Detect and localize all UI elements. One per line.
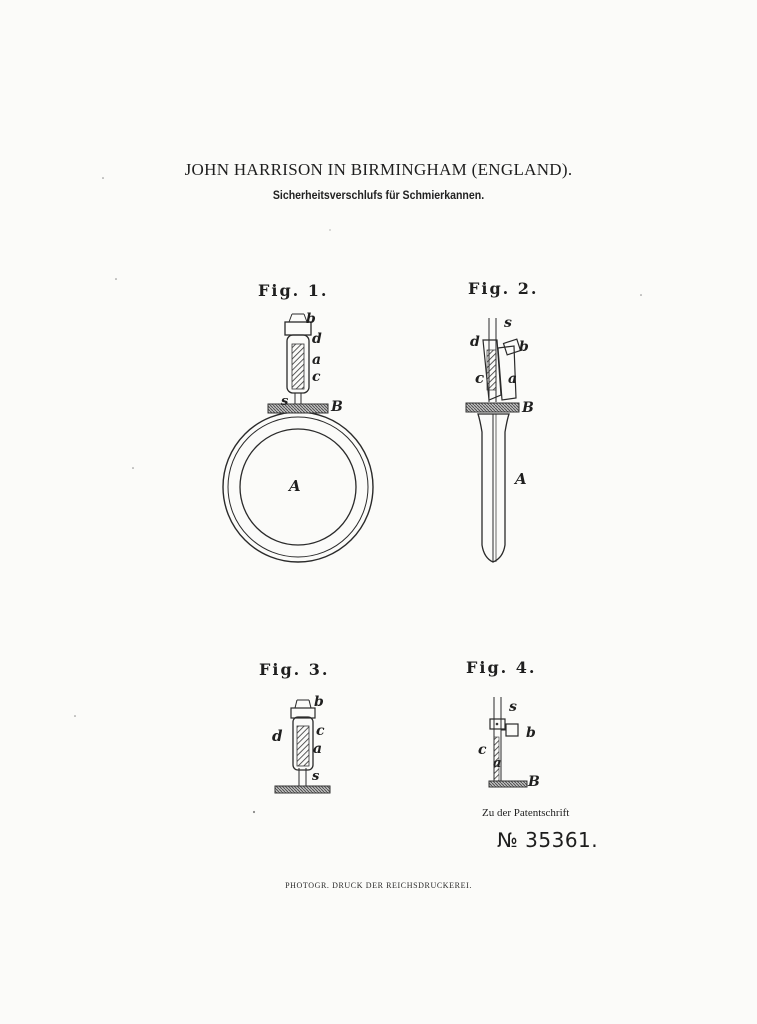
fig-1-part-B: B <box>331 399 343 415</box>
patent-subtitle: Sicherheitsverschlufs für Schmierkannen. <box>272 188 485 202</box>
fig-4-part-a: a <box>493 756 502 771</box>
fig-3-part-d: d <box>272 727 283 745</box>
fig-1-label: Fig. 1. <box>258 281 329 300</box>
fig-2-part-A: A <box>515 470 527 488</box>
fig-2-part-a: a <box>508 371 518 387</box>
fig-2-part-s: s <box>504 315 512 331</box>
fig-4-part-b: b <box>526 725 536 741</box>
fig-2-drawing <box>466 315 534 562</box>
patent-number: № 35361. <box>497 828 599 852</box>
fig-3-part-b: b <box>314 694 324 710</box>
fig-3-drawing <box>272 694 330 793</box>
fig-2-part-b: b <box>519 339 529 355</box>
fig-2-label: Fig. 2. <box>468 279 539 298</box>
fig-4-part-B: B <box>528 774 540 790</box>
fig-3-part-a: a <box>313 741 323 757</box>
fig-1-part-c: c <box>312 369 321 385</box>
printer-credit: PHOTOGR. DRUCK DER REICHSDRUCKEREI. <box>285 881 472 890</box>
fig-4-part-s: s <box>509 699 517 715</box>
fig-1-part-d: d <box>312 331 322 347</box>
fig-2-part-d: d <box>470 334 480 350</box>
patent-title: JOHN HARRISON IN BIRMINGHAM (ENGLAND). <box>184 160 573 179</box>
fig-4-label: Fig. 4. <box>466 658 537 677</box>
fig-4-part-c: c <box>478 742 487 758</box>
fig-1-part-a: a <box>312 352 322 368</box>
fig-1-part-b: b <box>306 311 316 327</box>
fig-1-part-s: s <box>281 394 289 409</box>
fig-1-part-A: A <box>289 477 301 495</box>
reference-caption: Zu der Patentschrift <box>482 807 570 819</box>
fig-3-part-s: s <box>312 769 320 784</box>
fig-3-part-c: c <box>316 723 325 739</box>
fig-3-label: Fig. 3. <box>259 660 330 679</box>
fig-2-part-c: c <box>475 369 485 387</box>
fig-2-part-B: B <box>522 400 534 416</box>
fig-4-drawing <box>478 697 540 790</box>
paper-specks <box>74 177 642 813</box>
fig-1-drawing <box>223 311 373 562</box>
